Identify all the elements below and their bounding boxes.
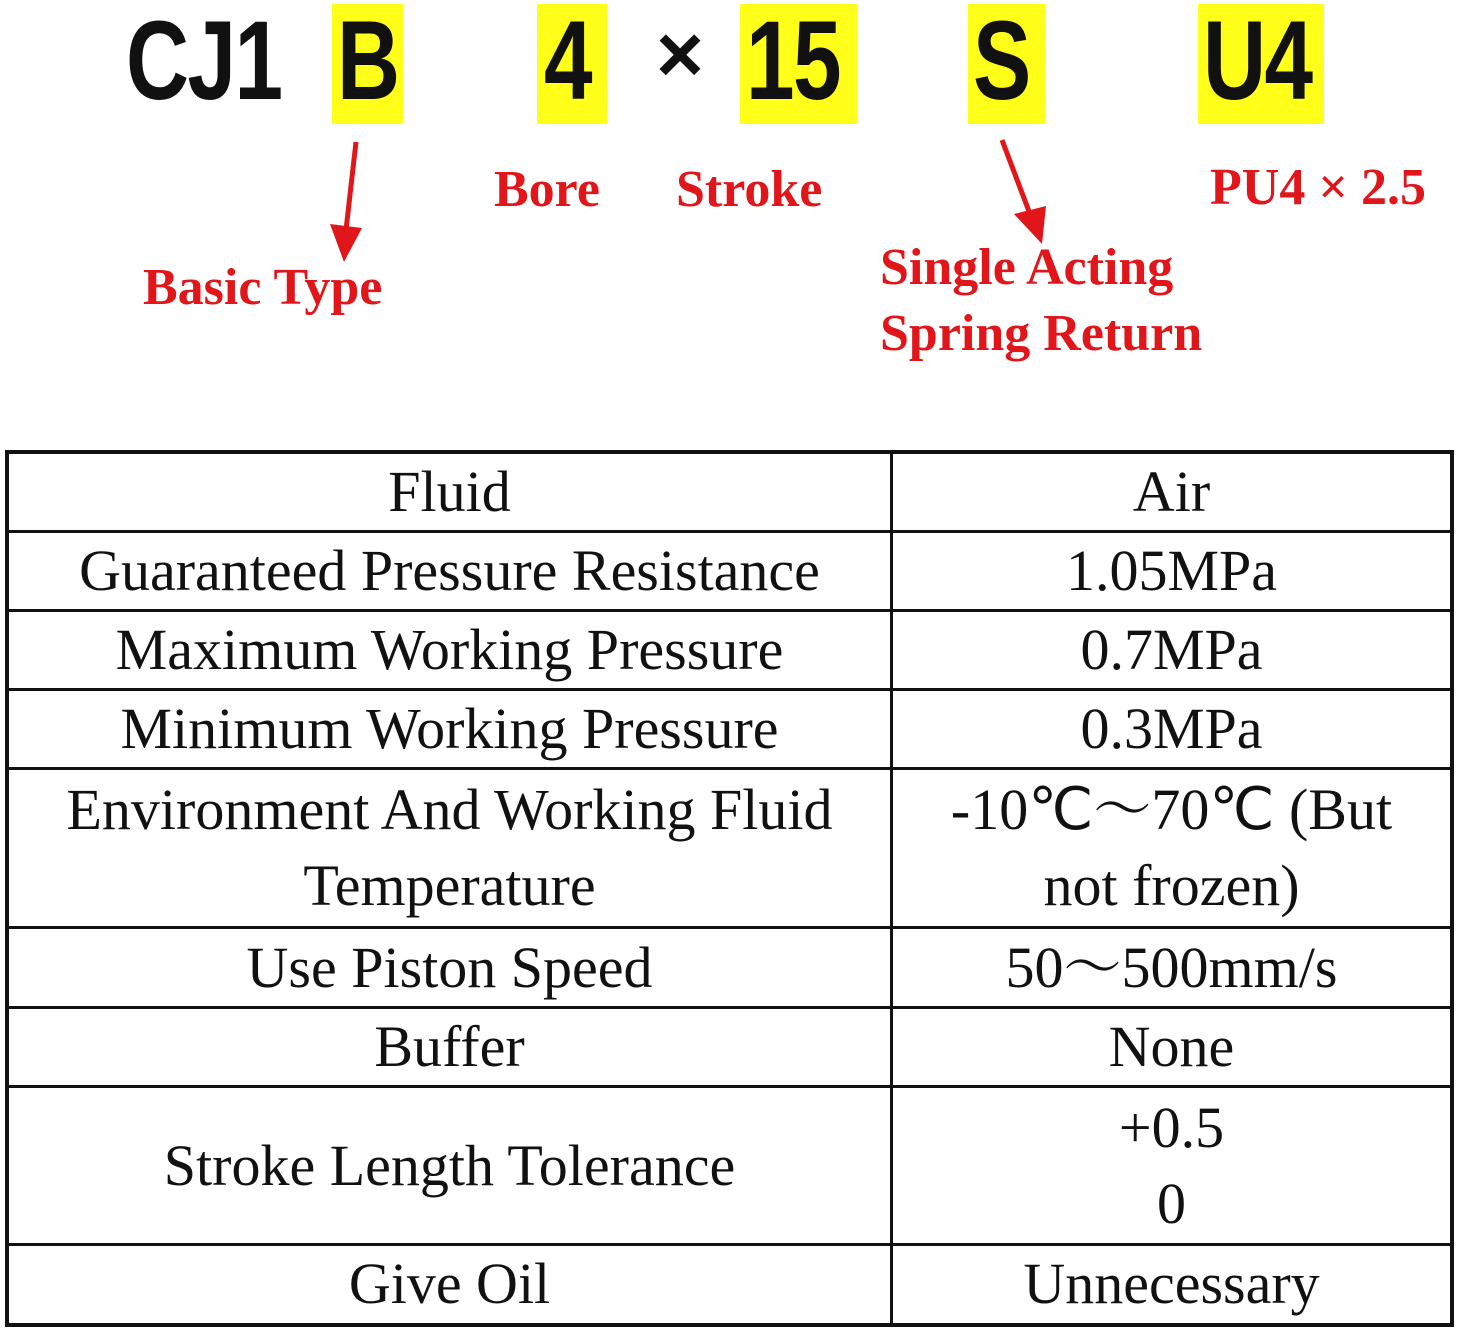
table-row xyxy=(7,928,1452,1008)
single-acting-label: Single Acting xyxy=(880,239,1174,296)
spec-value: 0.7MPa xyxy=(892,611,1453,690)
spec-label: Guaranteed Pressure Resistance xyxy=(7,532,892,611)
spec-value: Unnecessary xyxy=(892,1245,1453,1325)
table-row xyxy=(7,769,1452,928)
spec-value xyxy=(892,769,1453,928)
spec-value: Air xyxy=(892,452,1453,532)
spring-return-label: Spring Return xyxy=(880,305,1203,362)
table-row xyxy=(7,690,1452,769)
spec-value-line: not frozen) xyxy=(1043,853,1300,918)
fitting-label: PU4 × 2.5 xyxy=(1210,159,1426,216)
spec-value-line: -10℃～70℃ (But xyxy=(950,777,1393,842)
times-separator: × xyxy=(656,9,702,100)
single-acting-arrow-line xyxy=(1002,140,1030,214)
table-row xyxy=(7,452,1452,532)
spec-label: Stroke Length Tolerance xyxy=(7,1087,892,1245)
table-row xyxy=(7,1008,1452,1087)
table-row xyxy=(7,611,1452,690)
bore-label: Bore xyxy=(494,161,600,218)
spec-value-line: +0.5 xyxy=(1118,1094,1225,1160)
spec-label: Buffer xyxy=(7,1008,892,1087)
spec-label xyxy=(7,769,892,928)
basic-type-label: Basic Type xyxy=(143,259,383,316)
spec-label-line: Temperature xyxy=(303,853,596,918)
spec-value xyxy=(892,1087,1453,1245)
table-row xyxy=(7,1087,1452,1245)
fitting-code: U4 xyxy=(1203,0,1312,123)
action-code: S xyxy=(973,0,1030,123)
spec-label: Maximum Working Pressure xyxy=(7,611,892,690)
spec-value: 50～500mm/s xyxy=(892,928,1453,1008)
specifications-table xyxy=(5,450,1454,1327)
stroke-code: 15 xyxy=(746,0,841,123)
table-row xyxy=(7,1245,1452,1325)
basic-type-arrow-line xyxy=(346,142,356,230)
table-row xyxy=(7,532,1452,611)
spec-value: 1.05MPa xyxy=(892,532,1453,611)
spec-label: Fluid xyxy=(7,452,892,532)
spec-label: Use Piston Speed xyxy=(7,928,892,1008)
bore-code: 4 xyxy=(544,0,592,123)
spec-value-line: 0 xyxy=(1157,1170,1186,1236)
spec-value: None xyxy=(892,1008,1453,1087)
model-prefix: CJ1 xyxy=(126,0,282,123)
spec-label: Minimum Working Pressure xyxy=(7,690,892,769)
type-code: B xyxy=(337,0,399,123)
spec-label-line: Environment And Working Fluid xyxy=(66,777,833,842)
spec-value: 0.3MPa xyxy=(892,690,1453,769)
stroke-label: Stroke xyxy=(676,161,823,218)
spec-label: Give Oil xyxy=(7,1245,892,1325)
